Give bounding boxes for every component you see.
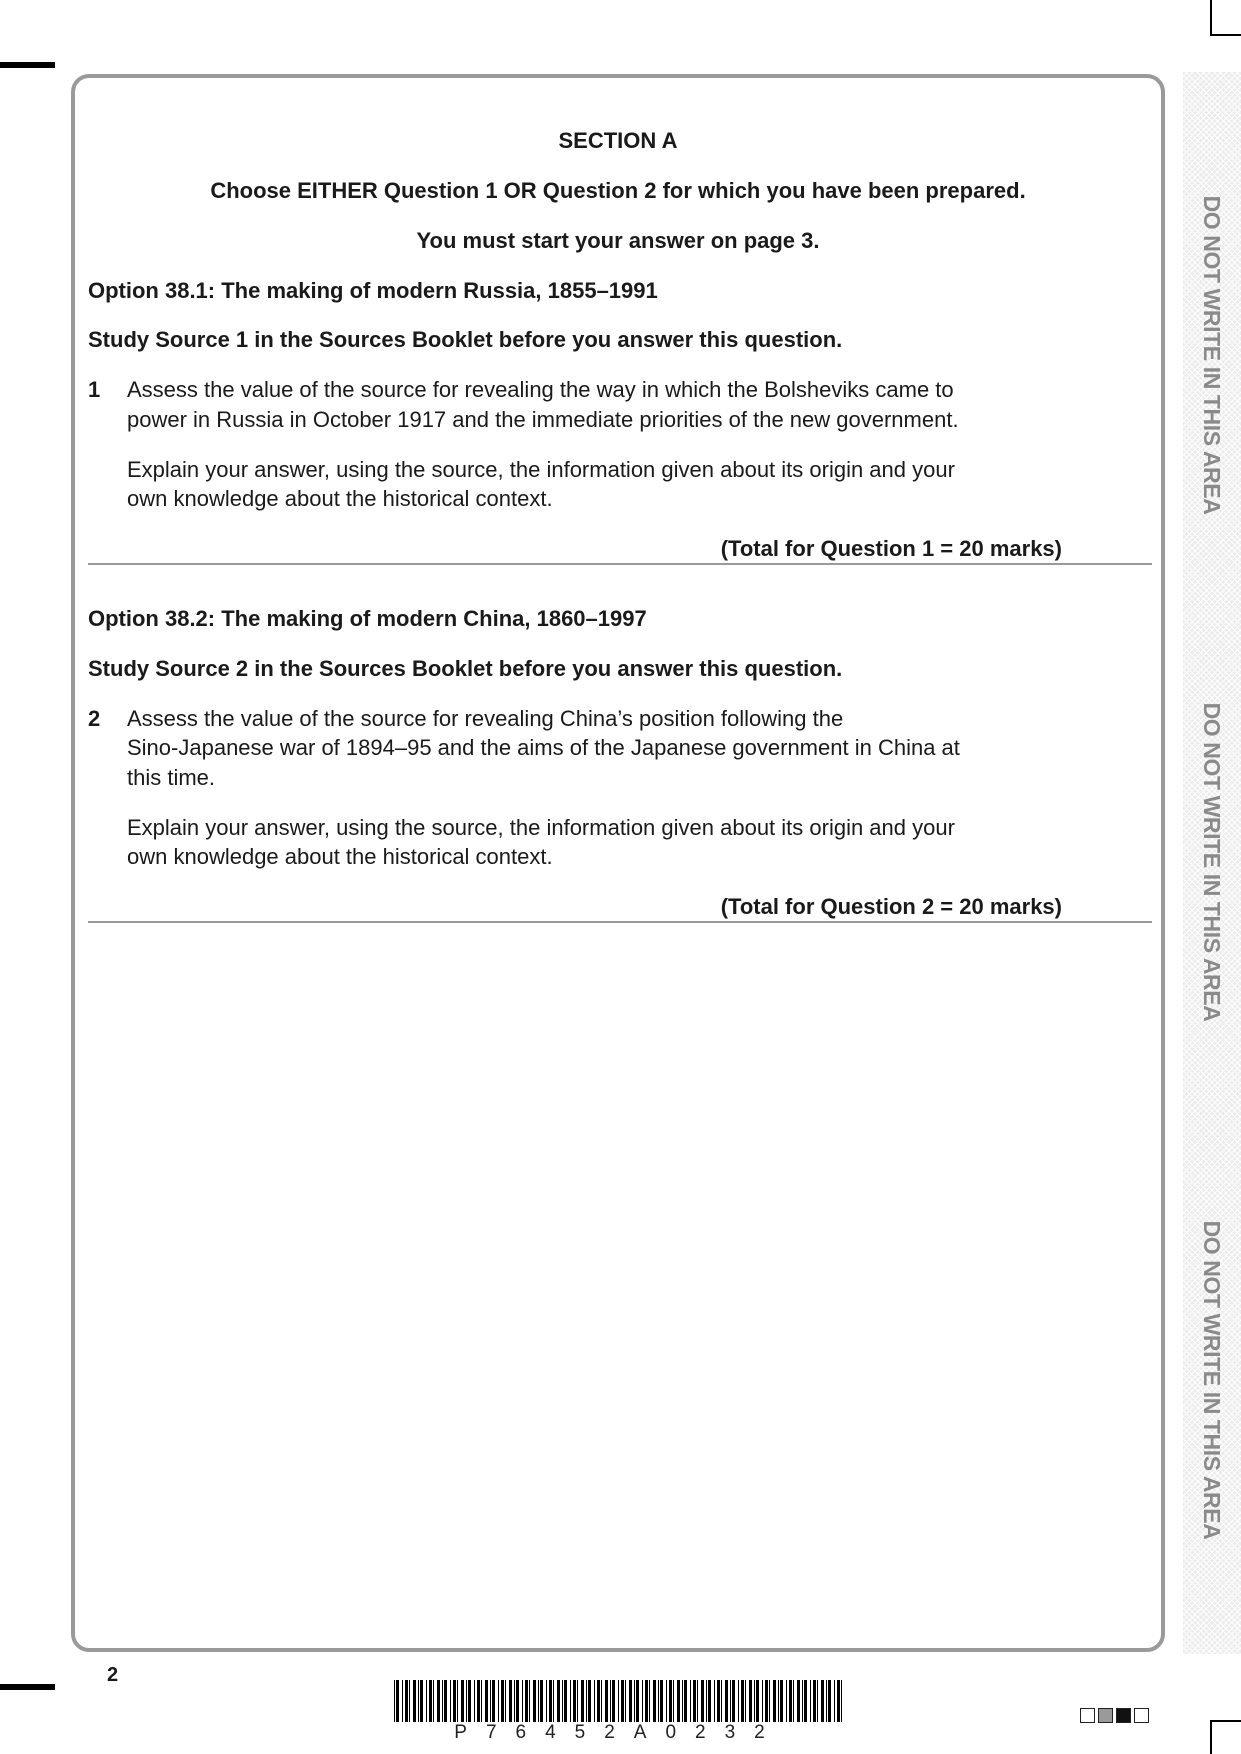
barcode [392,1680,846,1722]
margin-warning-1: DO NOT WRITE IN THIS AREA [1199,195,1225,515]
question-text-line: power in Russia in October 1917 and the immediate priorities of the new government. [127,407,959,432]
option-heading: Option 38.1: The making of modern Russia, 1855–1991 [88,278,658,303]
margin-warning-2: DO NOT WRITE IN THIS AREA [1199,702,1225,1022]
page-marker-boxes [1080,1708,1149,1723]
explain-text-line: own knowledge about the historical context. [127,486,553,511]
study-instruction: Study Source 1 in the Sources Booklet before you answer this question. [88,327,843,352]
marker-box-black [1116,1708,1131,1723]
explain-text-line: Explain your answer, using the source, the information given about its origin and your [127,815,955,840]
margin-warning-3: DO NOT WRITE IN THIS AREA [1199,1220,1225,1540]
page-number: 2 [107,1664,119,1686]
question-text-line: this time. [127,765,216,790]
question-number: 1 [88,377,101,402]
marker-box-grey [1098,1708,1113,1723]
question-divider [88,921,1152,923]
crop-mark-top-left [0,62,55,68]
crop-mark-bottom-left [0,1684,55,1690]
question-divider [88,563,1152,565]
question-total: (Total for Question 1 = 20 marks) [720,536,1062,561]
barcode-number: P76452A0232 [454,1722,784,1743]
option-heading: Option 38.2: The making of modern China, 1860–1997 [88,606,647,631]
study-instruction: Study Source 2 in the Sources Booklet before you answer this question. [88,656,843,681]
section-title: SECTION A [558,128,678,153]
marker-box-empty [1134,1708,1149,1723]
question-text-line: Assess the value of the source for revealing China’s position following the [127,706,844,731]
crop-mark-bottom-right-h [1210,1720,1241,1722]
question-text-line: Sino-Japanese war of 1894–95 and the aims of the Japanese government in China at [127,735,960,760]
explain-text-line: own knowledge about the historical context. [127,844,553,869]
explain-text-line: Explain your answer, using the source, the information given about its origin and your [127,457,955,482]
instruction-start: You must start your answer on page 3. [416,228,820,253]
marker-box-empty [1080,1708,1095,1723]
crop-mark-bottom-right [1210,1720,1212,1754]
crop-mark-top-right-h [1210,34,1241,36]
question-number: 2 [88,706,101,731]
instruction-choose: Choose EITHER Question 1 OR Question 2 for which you have been prepared. [210,178,1026,203]
question-total: (Total for Question 2 = 20 marks) [720,894,1062,919]
crop-mark-top-right [1210,0,1212,36]
question-text-line: Assess the value of the source for revealing the way in which the Bolsheviks came to [127,377,954,402]
